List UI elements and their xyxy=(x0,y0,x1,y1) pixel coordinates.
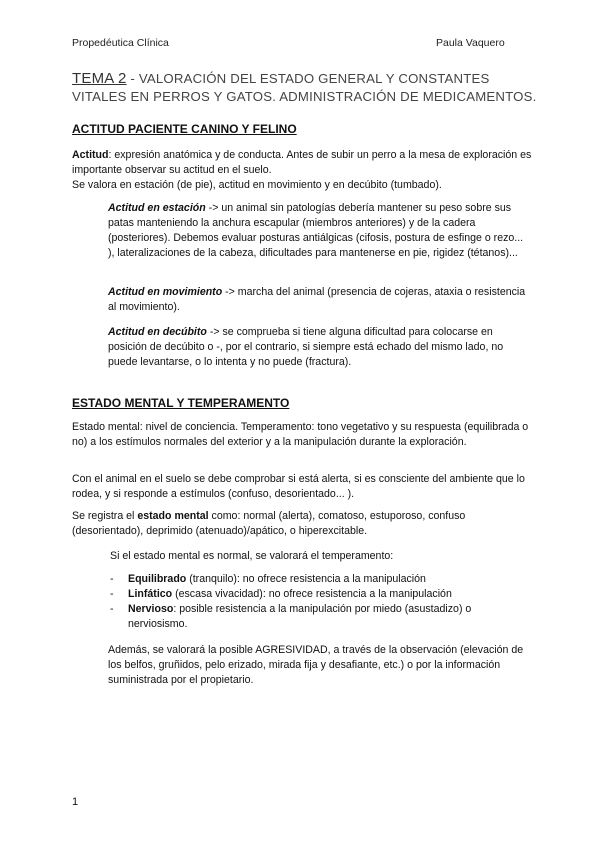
text-decubito: -> se comprueba si tiene alguna dificultad para colocarse en posición de decúbito o -, por el contrario, si siempre está echado del mismo lado, no puede levantarse, o lo intenta y no puede (fractura). xyxy=(108,326,504,368)
bullet-term: Nervioso xyxy=(128,603,174,615)
header-course: Propedéutica Clínica xyxy=(72,37,169,49)
paragraph-agresividad: Además, se valorará la posible AGRESIVIDAD, a través de la observación (elevación de los belfos, gruñidos, pelo erizado, mirada fija y desafiante, etc.) o por la información suministrada por el propietario. xyxy=(108,644,524,686)
bullet-text: (tranquilo): no ofrece resistencia a la manipulación xyxy=(186,573,426,585)
paragraph-temperamento: Si el estado mental es normal, se valorará el temperamento: xyxy=(110,550,394,562)
term-estacion: Actitud en estación xyxy=(108,202,206,214)
text-registro-pre: Se registra el xyxy=(72,510,138,522)
paragraph-estacion xyxy=(108,201,528,261)
bullet-text: : posible resistencia a la manipulación por miedo (asustadizo) o nerviosismo. xyxy=(128,603,472,630)
title-tema: TEMA 2 xyxy=(72,70,127,87)
page-number: 1 xyxy=(72,796,79,808)
paragraph-decubito xyxy=(108,325,528,370)
section-heading-estado-mental: ESTADO MENTAL Y TEMPERAMENTO xyxy=(72,396,290,410)
bullet-text: (escasa vivacidad): no ofrece resistencia a la manipulación xyxy=(172,588,452,600)
paragraph-actitud xyxy=(72,148,532,193)
list-item xyxy=(108,587,528,602)
text-registro-post: como: normal (alerta), comatoso, estuporoso, confuso (desorientado), deprimido (atenuado)/apático, o hiperexcitable. xyxy=(72,510,466,537)
text-movimiento: -> marcha del animal (presencia de cojeras, ataxia o resistencia al movimiento). xyxy=(108,286,526,313)
paragraph-registro xyxy=(72,509,532,539)
page-title xyxy=(72,70,542,106)
bullet-dash: - xyxy=(110,573,114,585)
bullet-dash: - xyxy=(110,588,114,600)
text-actitud-2: Se valora en estación (de pie), actitud en movimiento y en decúbito (tumbado). xyxy=(72,179,442,191)
title-text: - VALORACIÓN DEL ESTADO GENERAL Y CONSTANTES VITALES EN PERROS Y GATOS. ADMINISTRACIÓN DE MEDICAMENTOS. xyxy=(72,71,537,104)
section-heading-actitud: ACTITUD PACIENTE CANINO Y FELINO xyxy=(72,122,297,136)
term-movimiento: Actitud en movimiento xyxy=(108,286,223,298)
header-author: Paula Vaquero xyxy=(436,37,505,49)
term-decubito: Actitud en decúbito xyxy=(108,326,207,338)
text-estacion: -> un animal sin patologías debería mantener su peso sobre sus patas manteniendo la anchura escapular (miembros anteriores) y de la cadera (posteriores). Debemos evaluar posturas antiálgicas (cifosis, postura de esfinge o rezo... ), lateralizaciones de la cabeza, dificultades para mantenerse en pie, rigidez (tétanos)... xyxy=(108,202,524,259)
term-estado-mental: estado mental xyxy=(137,510,209,522)
paragraph-suelo: Con el animal en el suelo se debe comprobar si está alerta, si es consciente del ambiente que lo rodea, y si responde a estímulos (confuso, desorientado... ). xyxy=(72,473,525,500)
bullet-term: Linfático xyxy=(128,588,173,600)
paragraph-movimiento xyxy=(108,285,528,315)
bullet-term: Equilibrado xyxy=(128,573,187,585)
bullet-dash: - xyxy=(110,603,114,615)
term-actitud: Actitud xyxy=(72,149,109,161)
list-item xyxy=(108,572,528,587)
temperament-list xyxy=(108,572,528,632)
paragraph-estado-mental: Estado mental: nivel de conciencia. Temperamento: tono vegetativo y su respuesta (equilibrada o no) a los estímulos normales del exterior y a la manipulación durante la exploración. xyxy=(72,421,529,448)
text-actitud: : expresión anatómica y de conducta. Antes de subir un perro a la mesa de exploración es importante observar su actitud en el suelo. xyxy=(72,149,532,176)
list-item xyxy=(108,602,528,632)
